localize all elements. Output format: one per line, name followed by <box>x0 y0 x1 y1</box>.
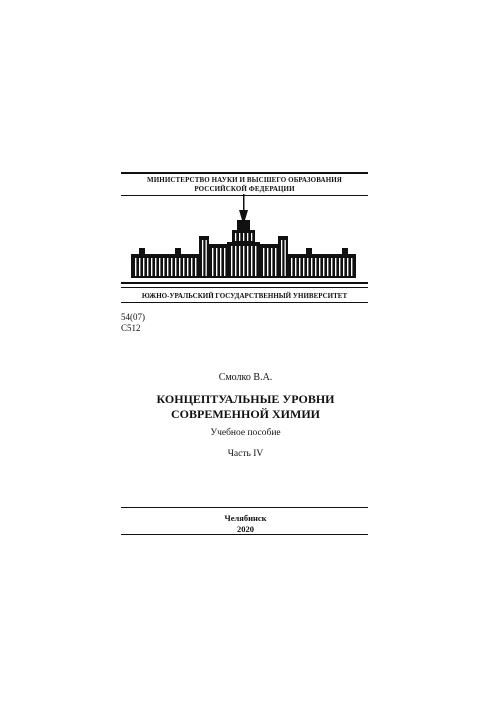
top-rule-thick <box>121 172 368 174</box>
ministry-line-1: МИНИСТЕРСТВО НАУКИ И ВЫСШЕГО ОБРАЗОВАНИЯ <box>147 176 342 184</box>
udc-code: 54(07) <box>121 312 145 322</box>
book-part: Часть IV <box>227 449 264 459</box>
imprint-overline <box>121 507 368 508</box>
imprint-underline <box>121 534 368 535</box>
title-line-1: КОНЦЕПТУАЛЬНЫЕ УРОВНИ <box>156 392 335 406</box>
author-name: Смолко В.А. <box>218 372 273 383</box>
imprint-city: Челябинск <box>224 513 267 523</box>
book-title <box>0 392 491 422</box>
university-overline <box>121 287 368 288</box>
ministry-line-2: РОССИЙСКОЙ ФЕДЕРАЦИИ <box>194 185 295 193</box>
logo-base-rule <box>121 282 368 284</box>
imprint <box>0 513 491 535</box>
university-name: ЮЖНО-УРАЛЬСКИЙ ГОСУДАРСТВЕННЫЙ УНИВЕРСИТЕТ <box>141 292 348 300</box>
bbk-code: С512 <box>121 323 141 333</box>
classification-codes <box>121 312 145 334</box>
imprint-year: 2020 <box>237 524 254 534</box>
university-underline <box>121 302 368 303</box>
university-building-logo <box>131 192 359 282</box>
title-line-2: СОВРЕМЕННОЙ ХИМИИ <box>171 407 320 421</box>
book-subtitle: Учебное пособие <box>210 428 281 438</box>
